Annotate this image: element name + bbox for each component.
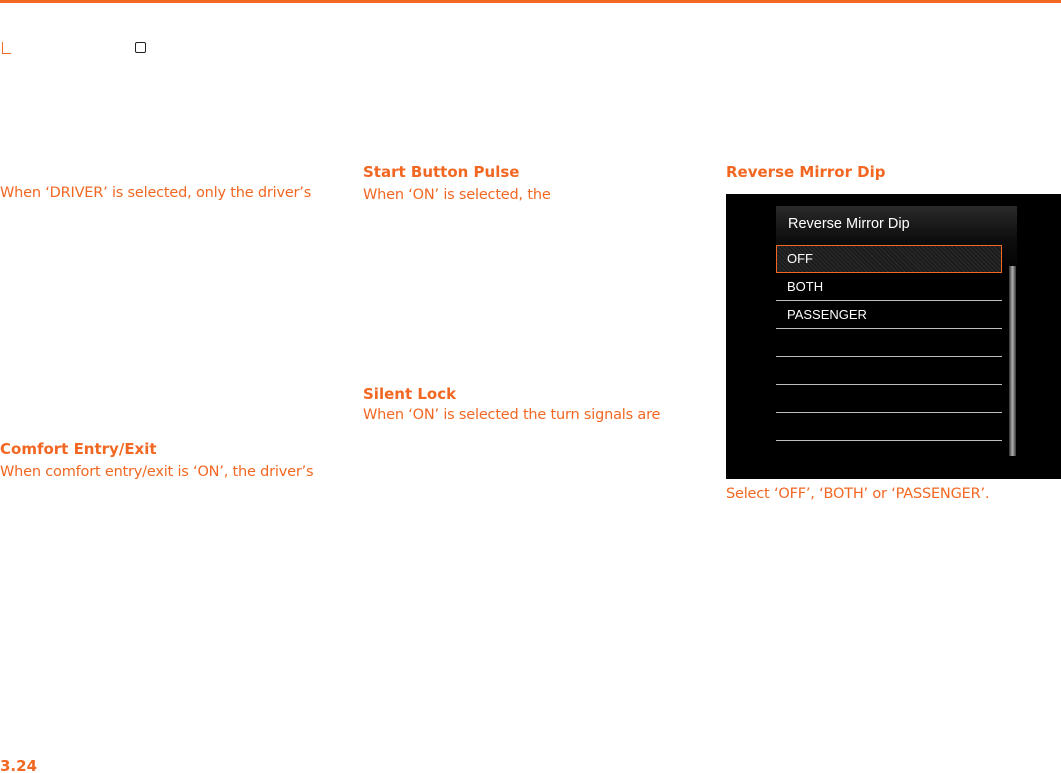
page-number: 3.24 — [0, 757, 38, 773]
silent-lock-heading: Silent Lock — [363, 385, 457, 403]
menu-option-passenger[interactable] — [776, 301, 1002, 329]
menu-option-label: PASSENGER — [787, 307, 867, 322]
driver-selection-text: When ‘DRIVER’ is selected, only the driver’s — [0, 185, 312, 201]
reverse-mirror-dip-heading: Reverse Mirror Dip — [726, 163, 886, 181]
start-button-pulse-text: When ‘ON’ is selected, the — [363, 187, 551, 203]
comfort-entry-heading: Comfort Entry/Exit — [0, 440, 157, 458]
menu-option-both[interactable] — [776, 273, 1002, 301]
menu-title: Reverse Mirror Dip — [788, 216, 910, 232]
reverse-mirror-dip-caption: Select ‘OFF’, ‘BOTH’ or ‘PASSENGER’. — [726, 486, 990, 502]
menu-option-label: BOTH — [787, 279, 824, 294]
menu-empty-row — [776, 385, 1002, 413]
comfort-entry-text: When comfort entry/exit is ‘ON’, the driver’s — [0, 464, 314, 480]
corner-crop-mark — [2, 42, 11, 54]
menu-empty-row — [776, 413, 1002, 441]
checkbox-icon — [135, 42, 146, 53]
start-button-pulse-heading: Start Button Pulse — [363, 163, 520, 181]
menu-empty-row — [776, 329, 1002, 357]
menu-panel — [776, 206, 1017, 452]
menu-option-label: OFF — [787, 251, 813, 266]
menu-scrollbar[interactable] — [1009, 266, 1016, 456]
display-screen — [726, 194, 1061, 479]
menu-empty-row — [776, 357, 1002, 385]
menu-option-off[interactable] — [776, 245, 1002, 273]
menu-empty-row — [776, 441, 1002, 469]
top-rule — [0, 0, 1061, 3]
silent-lock-text: When ‘ON’ is selected the turn signals are — [363, 407, 661, 423]
